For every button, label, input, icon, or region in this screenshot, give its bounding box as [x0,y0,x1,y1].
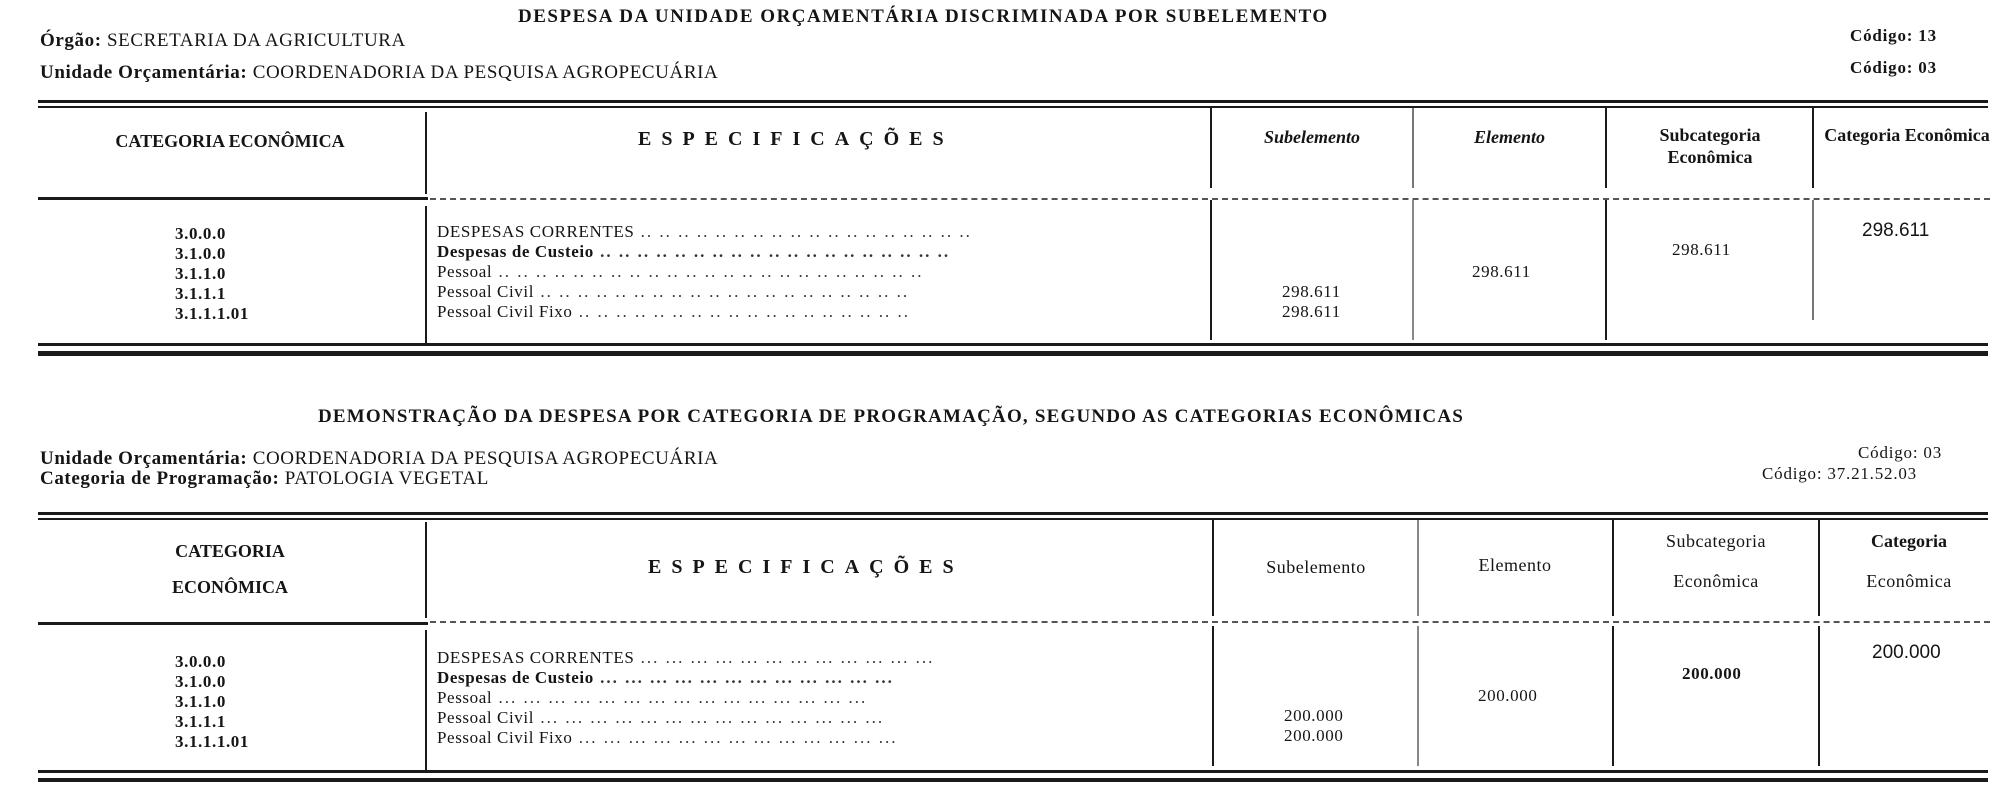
subelemento-value: 200.000 [1284,706,1344,725]
table2-divider [1212,626,1214,766]
header2-subcategoria-line1: Subcategoria [1666,531,1766,551]
header2-categoria-economica-line2: Econômica [1866,571,1952,591]
table1-divider [1412,200,1414,340]
table1-bottom-rule [38,343,1988,346]
header-elemento: Elemento [1474,127,1545,147]
orgao-value: SECRETARIA DA AGRICULTURA [107,30,406,51]
spec-row: Pessoal .. .. .. .. .. .. .. .. .. .. .. .. .. .. .. .. .. .. .. .. .. .. .. [437,262,924,281]
code-row: 3.1.1.1 [175,284,226,303]
code-row: 3.1.0.0 [175,244,226,263]
table1-header-rule [38,197,428,200]
header-categoria: CATEGORIA ECONÔMICA [115,131,345,151]
spec-row: Pessoal Civil .. .. .. .. .. .. .. .. .. .. .. .. .. .. .. .. .. .. .. .. [437,282,910,301]
table2-divider [1417,520,1419,616]
table1-top-rule-2 [38,106,1988,108]
table1-divider [1605,108,1607,188]
header2-categoria-economica [1826,530,1992,592]
unidade2-label: Unidade Orçamentária: [40,448,248,469]
table1-subcategoria-value: 298.611 [1672,240,1731,259]
unidade-codigo: Código: 03 [1850,58,1937,77]
code-row: 3.1.1.0 [175,264,226,283]
spec-row: Despesas de Custeio .. .. .. .. .. .. .. .. .. .. .. .. .. .. .. .. .. .. .. [437,242,951,261]
unidade-line [40,62,718,84]
spec-row: Pessoal ... ... ... ... ... ... ... ... ... ... ... ... ... ... ... [437,688,868,707]
table2-header-rule [38,622,428,625]
header2-subelemento: Subelemento [1266,557,1366,577]
table1-divider [1605,200,1607,340]
table2-specs [437,648,934,748]
spec-row: Pessoal Civil ... ... ... ... ... ... ... ... ... ... ... ... ... ... [437,708,885,727]
spec-label: Despesas de Custeio [437,242,594,261]
table2-codes [175,652,249,752]
table2-divider [1612,520,1614,616]
spec-label: DESPESAS CORRENTES [437,648,635,667]
programacao-label: Categoria de Programação: [40,468,280,489]
table1-divider [1210,108,1212,188]
header-subelemento: Subelemento [1263,127,1360,147]
spec-label: Despesas de Custeio [437,668,594,687]
table2-bottom-rule [38,770,1988,773]
programacao-value: PATOLOGIA VEGETAL [284,468,489,489]
section1-title: DESPESA DA UNIDADE ORÇAMENTÁRIA DISCRIMINADA POR SUBELEMENTO [518,6,1329,27]
spec-label: Pessoal Civil [437,282,535,301]
table1-specs [437,222,972,322]
table2-divider [1212,520,1214,616]
header2-categoria-economica-line1: Categoria [1871,531,1947,551]
spec-row: Pessoal Civil Fixo ... ... ... ... ... ... ... ... ... ... ... ... ... [437,728,898,747]
unidade-label: Unidade Orçamentária: [40,62,248,83]
table1-divider [425,112,427,194]
header2-especificacoes: ESPECIFICAÇÕES [648,556,964,578]
spec-label: Pessoal [437,262,493,281]
orgao-codigo: Código: 13 [1850,26,1937,45]
spec-label: Pessoal [437,688,493,707]
code-row: 3.1.1.0 [175,692,226,711]
table1-divider [1812,200,1814,320]
header2-elemento: Elemento [1478,555,1552,575]
code-row: 3.1.1.1 [175,712,226,731]
spec-label: Pessoal Civil Fixo [437,728,573,747]
code-row: 3.0.0.0 [175,652,226,671]
header2-subcategoria-line2: Econômica [1673,571,1759,591]
spec-label: Pessoal Civil Fixo [437,302,573,321]
spec-label: Pessoal Civil [437,708,535,727]
table1-divider [1412,108,1414,188]
header-especificacoes: ESPECIFICAÇÕES [638,128,954,150]
spec-row: Despesas de Custeio ... ... ... ... ... ... ... ... ... ... ... ... [437,668,894,687]
header2-categoria [110,540,350,598]
table2-subelemento-values [1284,706,1343,746]
table1-elemento-value: 298.611 [1472,262,1531,281]
table2-categoria-value: 200.000 [1872,642,1941,663]
table2-bottom-rule-2 [38,778,1988,782]
table2-divider [425,522,427,618]
unidade-value: COORDENADORIA DA PESQUISA AGROPECUÁRIA [252,62,719,83]
table1-divider [425,206,427,344]
section2-title: DEMONSTRAÇÃO DA DESPESA POR CATEGORIA DE PROGRAMAÇÃO, SEGUNDO AS CATEGORIAS ECONÔMICAS [318,406,1465,427]
table2-divider [1417,626,1419,766]
unidade2-codigo: Código: 03 [1858,443,1943,462]
spec-row: Pessoal Civil Fixo .. .. .. .. .. .. .. .. .. .. .. .. .. .. .. .. .. .. [437,302,910,321]
unidade2-value: COORDENADORIA DA PESQUISA AGROPECUÁRIA [252,448,719,469]
code-row: 3.1.0.0 [175,672,226,691]
table1-subelemento-values [1282,282,1341,322]
table1-categoria-value: 298.611 [1862,220,1930,241]
header-subcategoria: Subcategoria Econômica [1659,125,1761,167]
table1-codes [175,224,249,324]
table2-top-rule-2 [38,518,1988,520]
code-row: 3.1.1.1.01 [175,304,249,323]
table2-divider [1818,520,1820,616]
header2-categoria-line2: ECONÔMICA [172,577,288,597]
programacao-codigo: Código: 37.21.52.03 [1762,464,1917,483]
programacao-line [40,468,489,490]
code-row: 3.1.1.1.01 [175,732,249,751]
header2-categoria-line1: CATEGORIA [175,541,285,561]
spec-row: DESPESAS CORRENTES ... ... ... ... ... ... ... ... ... ... ... ... [437,648,935,667]
orgao-line [40,30,406,52]
subelemento-value: 298.611 [1282,302,1341,321]
table2-subcategoria-value: 200.000 [1682,664,1742,683]
table2-top-rule [38,512,1988,515]
table1-divider [1812,108,1814,188]
table2-divider [1612,626,1614,766]
header2-subcategoria [1622,530,1810,592]
spec-label: DESPESAS CORRENTES [437,222,635,241]
table2-header-dashed-rule [430,621,1990,623]
table1-bottom-rule-2 [38,351,1988,356]
subelemento-value: 298.611 [1282,282,1341,301]
table2-divider [425,630,427,770]
spec-row: DESPESAS CORRENTES .. .. .. .. .. .. .. .. .. .. .. .. .. .. .. .. .. .. [437,222,972,241]
code-row: 3.0.0.0 [175,224,226,243]
unidade2-line [40,448,718,470]
table2-divider [1818,626,1820,766]
subelemento-value: 200.000 [1284,726,1344,745]
header-categoria-economica: Categoria Econômica [1824,125,1990,145]
table2-elemento-value: 200.000 [1478,686,1538,705]
orgao-label: Órgão: [40,30,102,51]
table1-divider [1210,200,1212,340]
table1-top-rule [38,100,1988,103]
